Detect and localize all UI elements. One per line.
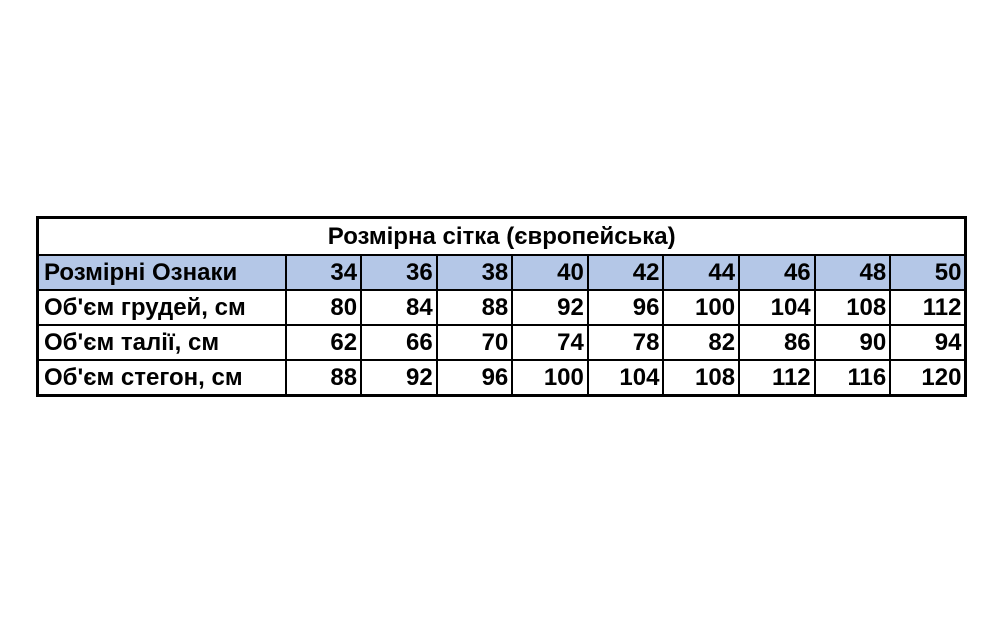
header-row [38, 255, 966, 290]
header-label: Розмірні Ознаки [38, 255, 286, 290]
row-label: Об'єм грудей, см [38, 290, 286, 325]
size-header-cell: 36 [361, 255, 437, 290]
table-cell: 94 [890, 325, 966, 360]
table-cell: 84 [361, 290, 437, 325]
table-cell: 82 [663, 325, 739, 360]
size-header-cell: 34 [286, 255, 362, 290]
size-header-cell: 38 [437, 255, 513, 290]
size-header-cell: 48 [815, 255, 891, 290]
table-cell: 116 [815, 360, 891, 396]
table-cell: 112 [890, 290, 966, 325]
table-cell: 88 [437, 290, 513, 325]
table-cell: 108 [815, 290, 891, 325]
size-header-cell: 42 [588, 255, 664, 290]
size-chart-table [36, 216, 967, 397]
size-header-cell: 50 [890, 255, 966, 290]
table-cell: 104 [588, 360, 664, 396]
table-cell: 88 [286, 360, 362, 396]
table-cell: 96 [588, 290, 664, 325]
table-cell: 66 [361, 325, 437, 360]
table-cell: 96 [437, 360, 513, 396]
size-header-cell: 46 [739, 255, 815, 290]
table-cell: 78 [588, 325, 664, 360]
table-title: Розмірна сітка (європейська) [38, 218, 966, 256]
table-cell: 120 [890, 360, 966, 396]
table-row-waist [38, 325, 966, 360]
table-cell: 74 [512, 325, 588, 360]
table-row-chest [38, 290, 966, 325]
size-header-cell: 44 [663, 255, 739, 290]
table-row-hips [38, 360, 966, 396]
table-cell: 80 [286, 290, 362, 325]
title-row [38, 218, 966, 256]
row-label: Об'єм талії, см [38, 325, 286, 360]
table-cell: 70 [437, 325, 513, 360]
table-cell: 108 [663, 360, 739, 396]
table-cell: 104 [739, 290, 815, 325]
table-cell: 100 [663, 290, 739, 325]
size-header-cell: 40 [512, 255, 588, 290]
table-cell: 112 [739, 360, 815, 396]
table-cell: 90 [815, 325, 891, 360]
table-cell: 62 [286, 325, 362, 360]
table-cell: 86 [739, 325, 815, 360]
table-cell: 100 [512, 360, 588, 396]
table-cell: 92 [361, 360, 437, 396]
table-cell: 92 [512, 290, 588, 325]
row-label: Об'єм стегон, см [38, 360, 286, 396]
